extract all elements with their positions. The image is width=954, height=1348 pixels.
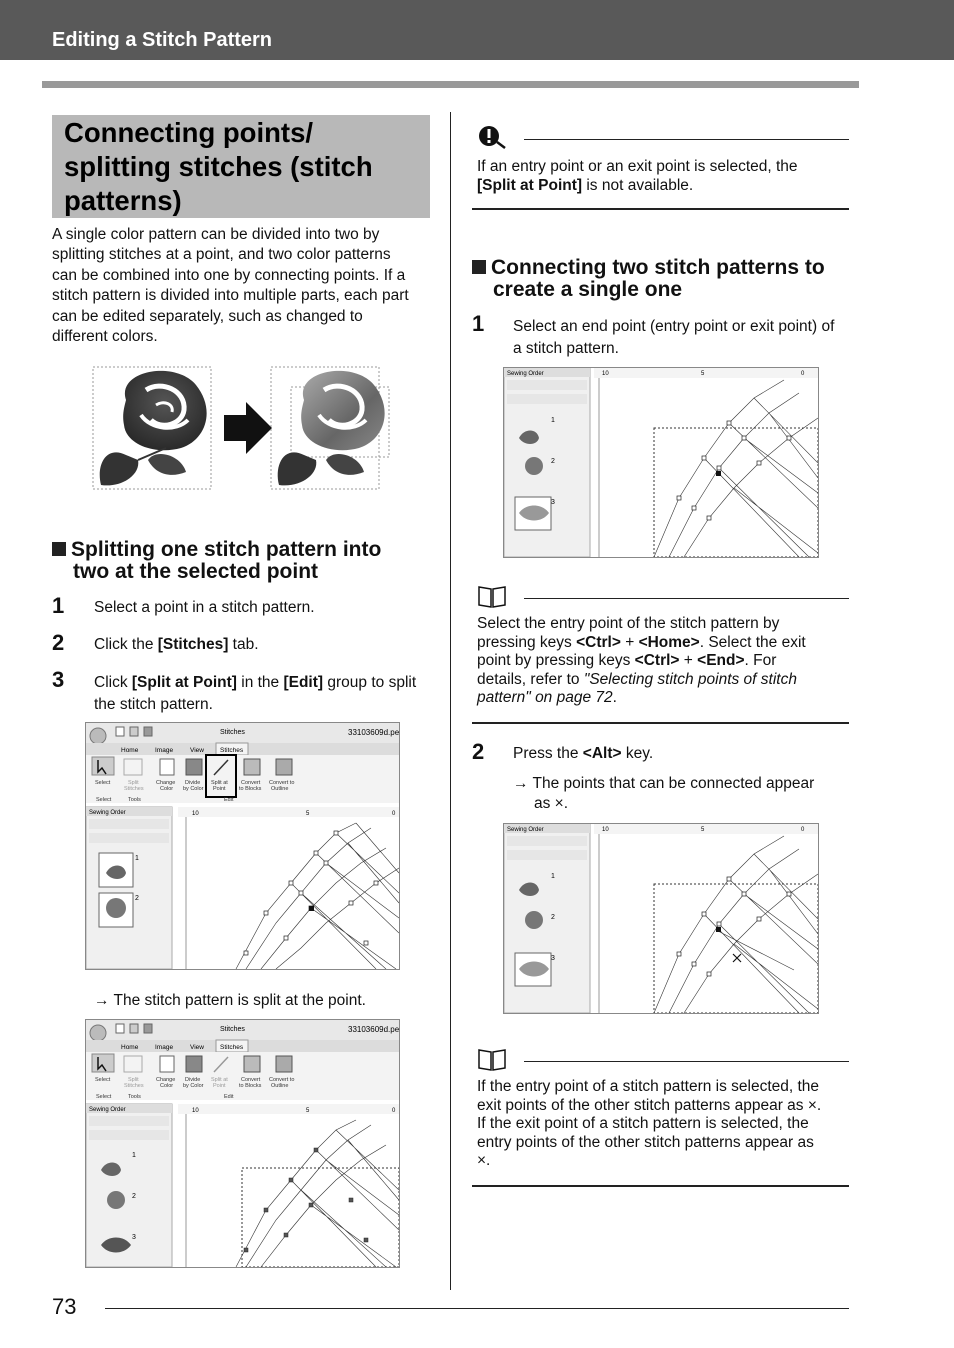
memo-entry-point-note: Select the entry point of the stitch pattern by pressing keys <Ctrl> + <Home>. Select the exit point by pressing keys <Ctrl> + <End>. For details, refer to "Selecting stitch points of stitch pattern" on page 72.: [477, 615, 806, 706]
connect-heading: Connecting two stitch patterns to create a single one: [472, 257, 862, 301]
step-text: Click [Split at Point] in the [Edit] group to split the stitch pattern.: [94, 674, 417, 713]
convert-to-outline-button[interactable]: Convert to: [269, 780, 295, 786]
save-icon[interactable]: [144, 1024, 152, 1033]
connectable-point-x-icon: [733, 954, 741, 962]
step-number: 1: [472, 311, 485, 336]
svg-text:by Color: by Color: [183, 1083, 204, 1089]
svg-text:Color: Color: [160, 1083, 174, 1089]
svg-text:Tools: Tools: [128, 1094, 141, 1100]
caution-note: If an entry point or an exit point is selected, the [Split at Point] is not available.: [477, 158, 798, 194]
divide-by-color-button[interactable]: Divide: [185, 1077, 201, 1083]
svg-text:1: 1: [132, 1152, 136, 1159]
svg-text:2: 2: [551, 914, 555, 921]
step-text: Click the [Stitches] tab.: [94, 636, 259, 653]
section-title: Connecting points/ splitting stitches (stitch patterns): [64, 117, 373, 216]
tab-stitches[interactable]: Stitches: [220, 1044, 244, 1051]
caution-icon: [477, 124, 513, 150]
rose-before-icon: [100, 371, 207, 486]
ruler-label: 5: [306, 811, 310, 817]
sewing-order-item[interactable]: [525, 911, 543, 929]
screenshot-connectable-points: [503, 823, 819, 1014]
svg-text:Stitches: Stitches: [124, 1083, 144, 1089]
svg-text:10: 10: [192, 1108, 199, 1114]
svg-text:Stitches: Stitches: [124, 786, 144, 792]
selected-end-point: [716, 927, 721, 932]
svg-text:3: 3: [551, 955, 555, 962]
new-file-icon[interactable]: [116, 1024, 124, 1033]
svg-text:Edit: Edit: [224, 1094, 234, 1100]
tab-view[interactable]: View: [190, 747, 204, 754]
change-color-button[interactable]: Change: [156, 780, 176, 786]
svg-text:1: 1: [135, 855, 139, 862]
group-tools-label: Tools: [128, 797, 141, 803]
step-number: 2: [52, 630, 65, 655]
memo-exit-point-note: If the entry point of a stitch pattern is selected, the exit points of the other stitch patterns appear as ×. If the exit point of a stitch pattern is selected, the entry points of the other stitch patterns appear as ×.: [477, 1078, 822, 1169]
svg-text:2: 2: [551, 458, 555, 465]
step-number: 1: [52, 593, 65, 618]
convert-to-blocks-button[interactable]: Convert: [241, 1077, 261, 1083]
divide-by-color-icon[interactable]: [186, 1056, 202, 1072]
select-button[interactable]: Select: [95, 1077, 111, 1083]
split-result: → The stitch pattern is split at the point.: [94, 992, 366, 1009]
convert-to-blocks-icon[interactable]: [244, 759, 260, 775]
memo-book-icon: [477, 1046, 509, 1072]
new-file-icon[interactable]: [116, 727, 124, 736]
selected-end-point: [716, 471, 721, 476]
note-bottom-rule: [472, 208, 849, 210]
step-text: Press the <Alt> key.: [513, 745, 654, 762]
note-bottom-rule: [472, 1185, 849, 1187]
tab-image[interactable]: Image: [155, 1044, 174, 1051]
svg-text:0: 0: [801, 827, 805, 833]
svg-text:Outline: Outline: [271, 786, 289, 792]
svg-text:Select: Select: [96, 1094, 112, 1100]
convert-to-blocks-button[interactable]: Convert: [241, 780, 261, 786]
step-result: → The points that can be connected appear as ×.: [513, 775, 815, 812]
group-select-label: Select: [96, 797, 112, 803]
svg-text:by Color: by Color: [183, 786, 204, 792]
tab-home[interactable]: Home: [121, 1044, 139, 1051]
tab-home[interactable]: Home: [121, 747, 139, 754]
save-icon[interactable]: [144, 727, 152, 736]
app-menu-icon[interactable]: [90, 1025, 106, 1041]
svg-text:3: 3: [551, 499, 555, 506]
svg-text:0: 0: [801, 371, 805, 377]
footer-rule: [105, 1308, 849, 1309]
column-divider: [450, 112, 451, 1290]
svg-text:Outline: Outline: [271, 1083, 289, 1089]
svg-text:1: 1: [551, 417, 555, 424]
note-rule: [524, 1061, 849, 1062]
svg-text:2: 2: [132, 1193, 136, 1200]
svg-text:Color: Color: [160, 786, 174, 792]
svg-text:Point: Point: [213, 786, 226, 792]
note-rule: [524, 598, 849, 599]
convert-to-outline-button[interactable]: Convert to: [269, 1077, 295, 1083]
sewing-order-item[interactable]: [107, 1191, 125, 1209]
svg-text:Sewing Order: Sewing Order: [507, 827, 544, 833]
split-stitches-button[interactable]: Split: [128, 1077, 139, 1083]
convert-to-outline-icon[interactable]: [276, 759, 292, 775]
step-number: 3: [52, 667, 65, 692]
svg-text:33103609d.pe: 33103609d.pe: [348, 1025, 399, 1034]
split-heading: Splitting one stitch pattern into two at the selected point: [52, 539, 442, 583]
intro-paragraph: A single color pattern can be divided into two by splitting stitches at a point, and two color patterns can be combined into one by connecting points. If a stitch pattern is divided into multiple parts, each part can be edited separately, such as changed to different colors.: [52, 226, 409, 346]
sewing-order-title: Sewing Order: [89, 810, 126, 816]
split-at-point-button[interactable]: Split at: [211, 780, 228, 786]
svg-text:1: 1: [551, 873, 555, 880]
select-button[interactable]: Select: [95, 780, 111, 786]
svg-text:0: 0: [392, 1108, 396, 1114]
svg-text:3: 3: [132, 1234, 136, 1241]
rose-split-illustration: [86, 360, 396, 500]
file-name: 33103609d.pe: [348, 728, 399, 737]
square-bullet-icon: [472, 260, 486, 274]
svg-text:5: 5: [306, 1108, 310, 1114]
divide-by-color-button[interactable]: Divide: [185, 780, 201, 786]
step-text: Select a point in a stitch pattern.: [94, 599, 315, 616]
divide-by-color-icon[interactable]: [186, 759, 202, 775]
svg-text:2: 2: [135, 895, 139, 902]
screenshot-split-after: [85, 1019, 400, 1268]
sewing-order-panel: [86, 807, 172, 969]
tab-stitches[interactable]: Stitches: [220, 747, 244, 754]
rose-after-icon: [278, 371, 385, 486]
screenshot-split-before: [85, 722, 400, 970]
svg-text:Sewing Order: Sewing Order: [89, 1107, 126, 1113]
square-bullet-icon: [52, 542, 66, 556]
stitch-lines: [236, 1120, 399, 1267]
ruler-label: 10: [192, 811, 199, 817]
header-rule: [42, 81, 859, 88]
stitch-lines: [654, 836, 818, 1013]
svg-text:to Blocks: to Blocks: [239, 786, 262, 792]
svg-text:Stitches: Stitches: [220, 1026, 245, 1033]
open-file-icon[interactable]: [130, 727, 138, 736]
tab-image[interactable]: Image: [155, 747, 174, 754]
sewing-order-panel: [86, 1104, 172, 1267]
svg-text:10: 10: [602, 371, 609, 377]
stitch-lines: [236, 823, 399, 969]
svg-text:to Blocks: to Blocks: [239, 1083, 262, 1089]
step-text: Select an end point (entry point or exit point) of a stitch pattern.: [513, 318, 835, 357]
note-bottom-rule: [472, 722, 849, 724]
stitches-tab-title: Stitches: [220, 729, 245, 736]
svg-text:5: 5: [701, 371, 705, 377]
ruler-label: 0: [392, 811, 396, 817]
memo-book-icon: [477, 583, 509, 609]
group-edit-label: Edit: [224, 797, 234, 803]
open-file-icon[interactable]: [130, 1024, 138, 1033]
convert-to-outline-icon[interactable]: [276, 1056, 292, 1072]
change-color-icon[interactable]: [160, 759, 174, 775]
svg-text:Sewing Order: Sewing Order: [507, 371, 544, 377]
note-rule: [524, 139, 849, 140]
svg-text:10: 10: [602, 827, 609, 833]
stitch-lines: [654, 380, 818, 557]
page-number: 73: [52, 1294, 77, 1319]
change-color-icon[interactable]: [160, 1056, 174, 1072]
tab-view[interactable]: View: [190, 1044, 204, 1051]
convert-to-blocks-icon[interactable]: [244, 1056, 260, 1072]
arrow-right-icon: [224, 402, 272, 454]
svg-text:Point: Point: [213, 1083, 226, 1089]
change-color-button[interactable]: Change: [156, 1077, 176, 1083]
chapter-title: Editing a Stitch Pattern: [52, 29, 273, 51]
step-number: 2: [472, 739, 485, 764]
app-menu-icon[interactable]: [90, 728, 106, 744]
split-at-point-button[interactable]: Split at: [211, 1077, 228, 1083]
selected-point: [309, 906, 314, 911]
screenshot-select-end-point: [503, 367, 819, 558]
split-stitches-button[interactable]: Split: [128, 780, 139, 786]
sewing-order-item[interactable]: [525, 457, 543, 475]
svg-text:5: 5: [701, 827, 705, 833]
